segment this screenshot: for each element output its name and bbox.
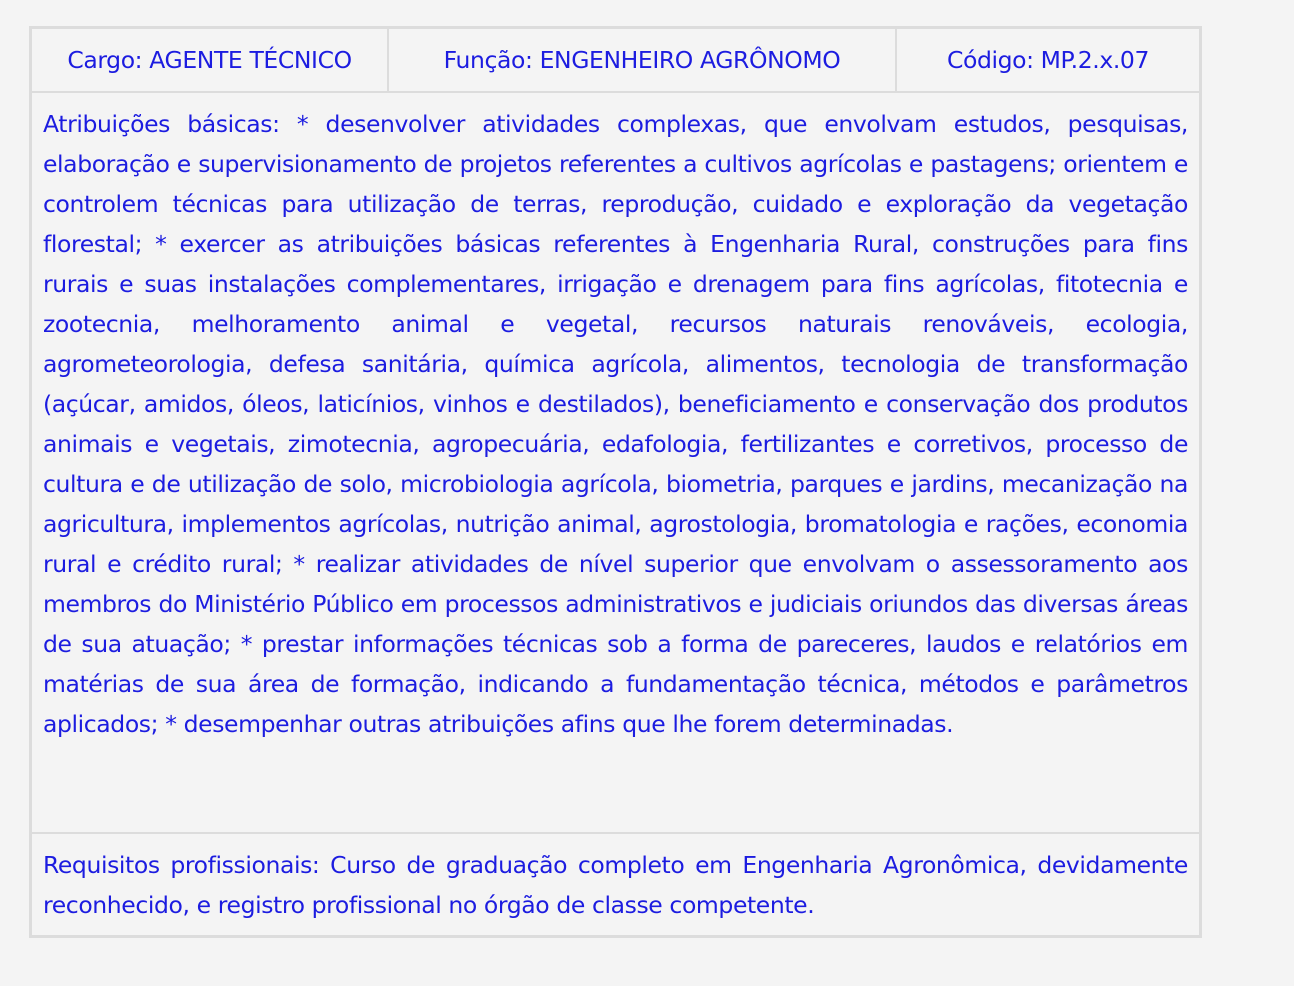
row-divider — [32, 832, 1199, 834]
funcao-cell: Função: ENGENHEIRO AGRÔNOMO — [389, 29, 897, 91]
codigo-cell: Código: MP.2.x.07 — [946, 46, 1150, 74]
attributions-text: Atribuições básicas: * desenvolver atividades complexas, que envolvam estudos, pesquisas, elaboração e supervisionamento de projetos referentes a cultivos agrícolas e pastagens; orientem e controlem técnicas para utilização de terras, reprodução, cuidado e exploração da vegetação florestal; * exercer as atribuições básicas referentes à Engenharia Rural, construções para fins rurais e suas instalações complementares, irrigação e drenagem para fins agrícolas, fitotecnia e zootecnia, melhoramento animal e vegetal, recursos naturais renováveis, ecologia, agrometeorologia, defesa sanitária, química agrícola, alimentos, tecnologia de transformação (açúcar, amidos, óleos, laticínios, vinhos e destilados), beneficiamento e conservação dos produtos animais e vegetais, zimotecnia, agropecuária, edafologia, fertilizantes e corretivos, processo de cultura e de utilização de solo, microbiologia agrícola, biometria, parques e jardins, mecanização na agricultura, implementos agrícolas, nutrição animal, agrostologia, bromatologia e rações, economia rural e crédito rural; * realizar atividades de nível superior que envolvam o assessoramento aos membros do Ministério Público em processos administrativos e judiciais oriundos das diversas áreas de sua atuação; * prestar informações técnicas sob a forma de pareceres, laudos e relatórios em matérias de sua área de formação, indicando a fundamentação técnica, métodos e parâmetros aplicados; * desempenhar outras atribuições afins que lhe forem determinadas. — [43, 110, 1188, 738]
cargo-cell: Cargo: AGENTE TÉCNICO — [32, 29, 389, 91]
job-description-table — [29, 26, 1202, 938]
requirements-text: Requisitos profissionais: Curso de graduação completo em Engenharia Agronômica, devidamente reconhecido, e registro profissional no órgão de classe competente. — [43, 851, 1188, 919]
header-row — [32, 29, 1199, 93]
